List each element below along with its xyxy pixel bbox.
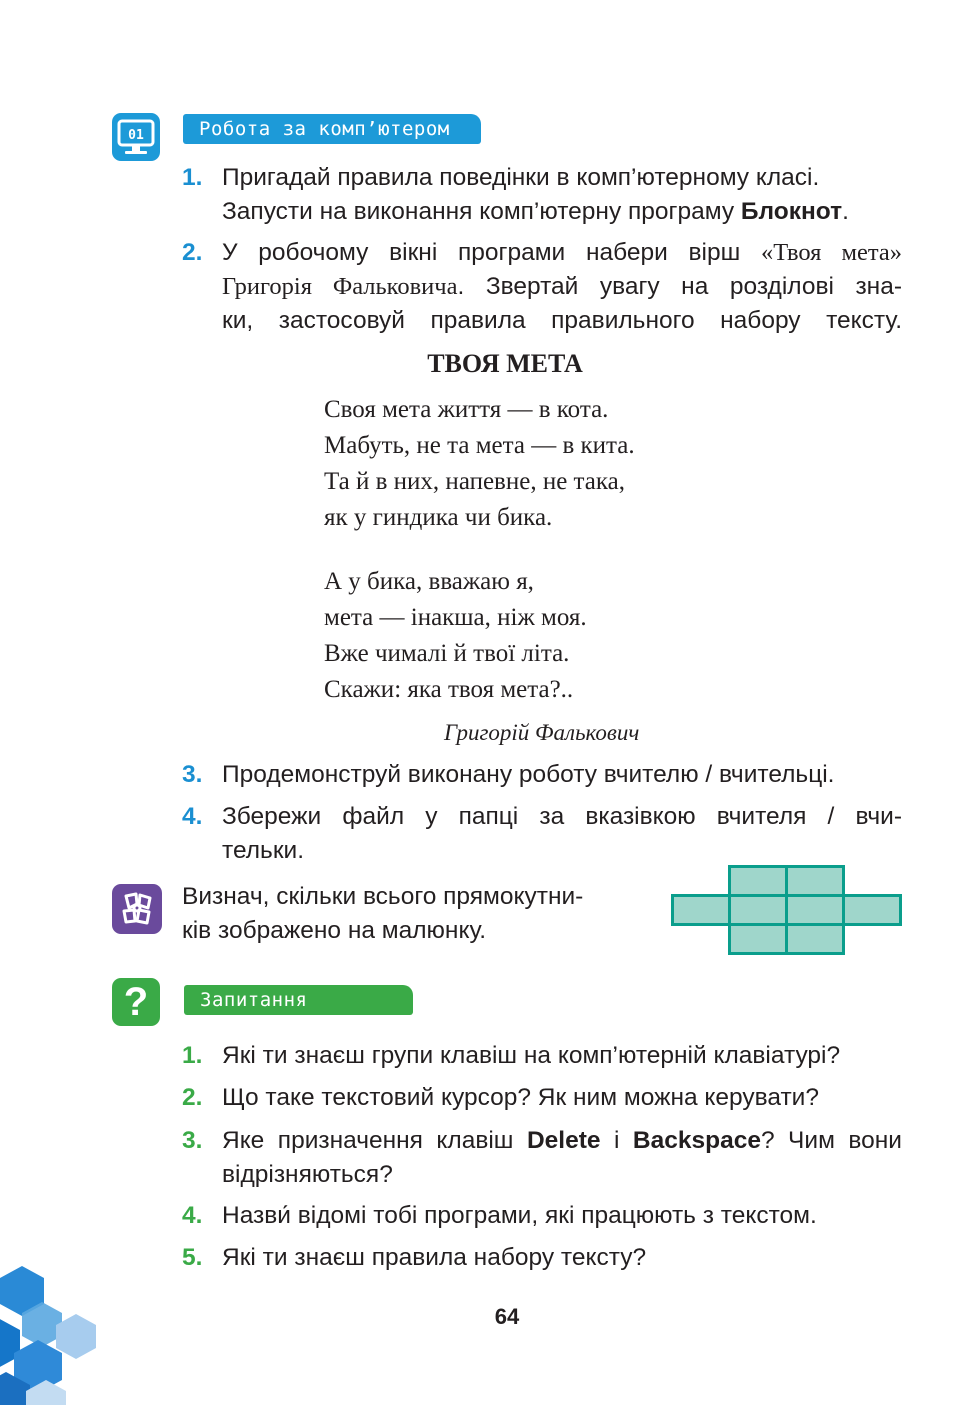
task-number: 2.: [182, 239, 203, 266]
key-name: Delete: [526, 1127, 601, 1154]
question-text: Які ти знаєш правила набору тексту?: [222, 1244, 647, 1271]
poem-line: А у бика, вважаю я,: [324, 568, 534, 595]
poem-line: Та й в них, напевне, не така,: [324, 468, 626, 495]
key-name: Backspace: [632, 1127, 761, 1154]
puzzle-line: ків зображено на малюнку.: [182, 917, 487, 944]
question-number: 3.: [182, 1127, 203, 1154]
rect-cell: [728, 894, 788, 926]
task-text: [222, 161, 902, 229]
task-line: ки, застосовуй правила правильного набору тексту.: [222, 307, 902, 334]
rect-cell: [728, 923, 788, 955]
poem-line: Своя мета життя — в кота.: [324, 396, 609, 423]
task-text: [222, 236, 902, 338]
poem-stanza-1: [324, 392, 635, 536]
question-1: [182, 1039, 902, 1073]
program-name: Блокнот: [740, 198, 843, 225]
rect-cell: [671, 894, 731, 926]
poem-title: ТВОЯ МЕТА: [427, 349, 583, 378]
question-number: 4.: [182, 1202, 203, 1229]
question-2: [182, 1081, 902, 1115]
task-line: У робочому вікні програми набери вірш «Твоя мета»: [222, 239, 902, 266]
decorative-hexagons: [0, 1262, 110, 1405]
question-section-icon: [112, 978, 160, 1026]
task-number: 3.: [182, 761, 203, 788]
poem-line: Вже чималі й твої літа.: [324, 640, 570, 667]
computer-task-4: [182, 800, 902, 868]
rect-cell: [785, 865, 845, 897]
questions-banner: Запитання: [184, 985, 413, 1015]
computer-task-2: [182, 236, 902, 338]
question-5: [182, 1241, 902, 1275]
poem-line: як у гиндика чи бика.: [324, 504, 553, 531]
page-number: 64: [494, 1304, 520, 1329]
task-line: Запусти на виконання комп’ютерну програму Блокнот.: [222, 198, 849, 225]
task-line: Пригадай правила поведінки в комп’ютерному класі.: [222, 164, 820, 191]
computer-task-3: [182, 758, 902, 792]
question-line: Яке призначення клавіш Delete і Backspace? Чим вони: [222, 1127, 902, 1154]
rect-cell: [785, 923, 845, 955]
task-text: Продемонструй виконану роботу вчителю / вчительці.: [222, 761, 835, 788]
question-text: Які ти знаєш групи клавіш на комп’ютерній клавіатурі?: [222, 1042, 841, 1069]
rect-cell: [785, 894, 845, 926]
question-number: 2.: [182, 1084, 203, 1111]
question-text: [222, 1124, 902, 1192]
computer-section-icon: [112, 113, 160, 161]
computer-section-banner: Робота за комп’ютером: [183, 114, 481, 144]
task-line: тельки.: [222, 837, 305, 864]
puzzle-text: [182, 880, 642, 948]
question-mark-icon: ?: [123, 980, 149, 1024]
task-line: Григорія Фальковича. Звертай увагу на розділові зна-: [222, 273, 902, 300]
rectangles-figure: [671, 865, 902, 955]
poem-author: Григорій Фалькович: [444, 720, 640, 745]
computer-icon-label: 01: [128, 128, 144, 143]
computer-task-1: [182, 161, 902, 229]
task-text: [222, 800, 902, 868]
task-line: Збережи файл у папці за вказівкою вчителя / вчи-: [222, 803, 902, 830]
question-number: 5.: [182, 1244, 203, 1271]
puzzle-icon: [112, 884, 162, 934]
poem-line: Мабуть, не та мета — в кита.: [324, 432, 635, 459]
task-number: 1.: [182, 164, 203, 191]
rect-cell: [728, 865, 788, 897]
question-3: [182, 1124, 902, 1192]
question-text: Назви́ відомі тобі програми, які працюють з текстом.: [222, 1202, 817, 1229]
question-line: відрізняються?: [222, 1161, 393, 1188]
question-number: 1.: [182, 1042, 203, 1069]
poem-stanza-2: [324, 564, 587, 708]
question-text: Що таке текстовий курсор? Як ним можна керувати?: [222, 1084, 819, 1111]
poem-line: мета — інакша, ніж моя.: [324, 604, 587, 631]
task-number: 4.: [182, 803, 203, 830]
rect-cell: [842, 894, 902, 926]
question-4: [182, 1199, 902, 1233]
poem-line: Скажи: яка твоя мета?..: [324, 676, 574, 703]
puzzle-line: Визнач, скільки всього прямокутни-: [182, 883, 584, 910]
